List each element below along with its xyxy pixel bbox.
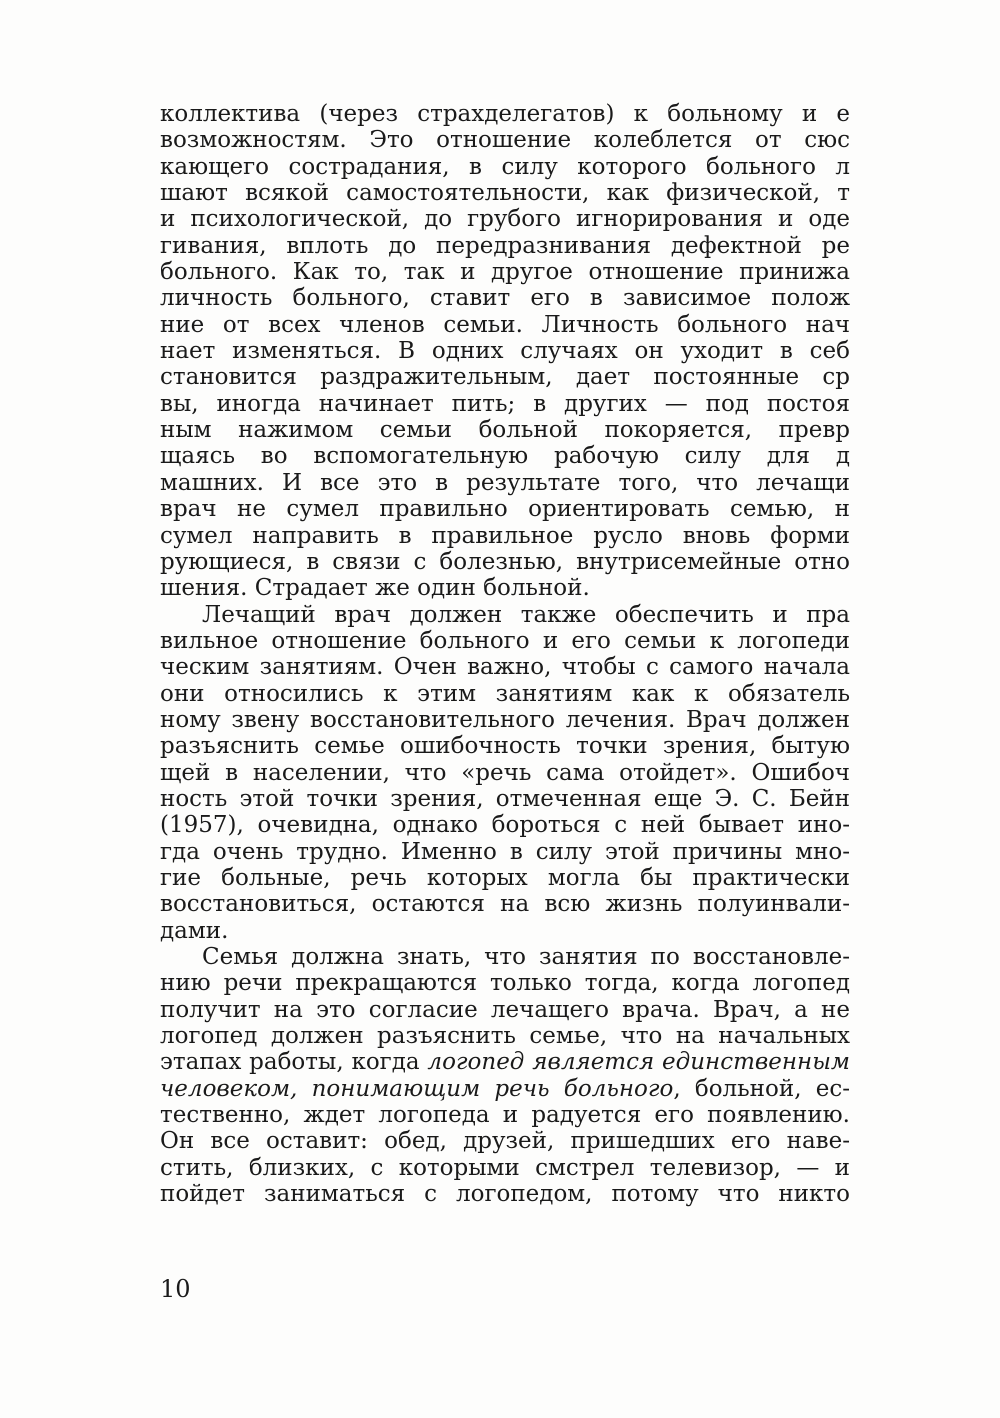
text-line: шают всякой самостоятельности, как физической, т <box>160 180 850 207</box>
text-line: кающего сострадания, в силу которого больного л <box>160 153 850 180</box>
text-line: логопед должен разъяснить семье, что на начальных <box>160 1023 850 1050</box>
text-line: стить, близких, с которыми смстрел телевизор, — и <box>160 1154 850 1181</box>
italic-phrase: логопед является единственным <box>427 1049 850 1076</box>
text-line: нает изменяться. В одних случаях он уходит в себ <box>160 338 850 365</box>
text-line: машних. И все это в результате того, что лечащи <box>160 469 850 496</box>
page-text <box>160 101 850 1261</box>
text-line: личность больного, ставит его в зависимое полож <box>160 285 850 312</box>
text-line: ние от всех членов семьи. Личность больного нач <box>160 311 850 338</box>
text-line: Лечащий врач должен также обеспечить и пра <box>202 601 850 628</box>
text-line: ному звену восстановительного лечения. Врач должен <box>160 706 850 733</box>
text-line: щаясь во вспомогательную рабочую силу для д <box>160 443 850 470</box>
text-line: сумел направить в правильное русло вновь форми <box>160 522 850 549</box>
text-line: Семья должна знать, что занятия по восстановле- <box>202 944 850 970</box>
text-line: они относились к этим занятиям как к обязатель <box>160 680 850 707</box>
italic-phrase: человеком, понимающим речь больного <box>160 1075 674 1102</box>
text-line: больного. Как то, так и другое отношение принижа <box>160 259 850 286</box>
text-line: рующиеся, в связи с болезнью, внутрисемейные отно <box>160 548 850 575</box>
text-line: вильное отношение больного и его семьи к логопеди <box>160 627 850 654</box>
text-line: пойдет заниматься с логопедом, потому что никто <box>160 1181 850 1208</box>
text-line: человеком, понимающим речь больного, больной, ес- <box>160 1075 850 1102</box>
text-line: этапах работы, когда логопед является единственным <box>160 1049 850 1076</box>
text-line: дами. <box>160 917 229 944</box>
text-line: становится раздражительным, дает постоянные ср <box>160 364 850 391</box>
text-line: Он все оставит: обед, друзей, пришедших его наве- <box>160 1128 850 1155</box>
text-line: (1957), очевидна, однако бороться с ней бывает ино- <box>160 812 850 839</box>
text-line: нию речи прекращаются только тогда, когда логопед <box>160 970 850 997</box>
text-line: врач не сумел правильно ориентировать семью, н <box>160 496 850 523</box>
text-line: ческим занятиям. Очен важно, чтобы с самого начала <box>160 654 850 681</box>
text-line: ность этой точки зрения, отмеченная еще Э. С. Бейн <box>160 785 850 812</box>
text-line: тественно, ждет логопеда и радуется его появлению. <box>160 1102 850 1129</box>
text-line: ным нажимом семьи больной покоряется, превр <box>160 417 850 444</box>
text-line: гда очень трудно. Именно в силу этой причины мно- <box>160 838 850 865</box>
text-line: вы, иногда начинает пить; в других — под постоя <box>160 390 850 417</box>
text-line: возможностям. Это отношение колеблется от сюс <box>160 127 850 154</box>
page-number: 10 <box>160 1275 191 1303</box>
text-line: и психологической, до грубого игнорирования и оде <box>160 206 850 233</box>
text-line: щей в населении, что «речь сама отойдет». Ошибоч <box>160 759 850 786</box>
text-line: получит на это согласие лечащего врача. Врач, а не <box>160 996 850 1023</box>
text-line: коллектива (через страхделегатов) к больному и е <box>160 101 850 127</box>
text-line: разъяснить семье ошибочность точки зрения, бытую <box>160 733 850 760</box>
text-line: гие больные, речь которых могла бы практически <box>160 864 850 891</box>
text-line: шения. Страдает же один больной. <box>160 575 590 602</box>
text-line: восстановиться, остаются на всю жизнь полуинвали- <box>160 891 850 918</box>
text-line: гивания, вплоть до передразнивания дефектной ре <box>160 232 850 259</box>
